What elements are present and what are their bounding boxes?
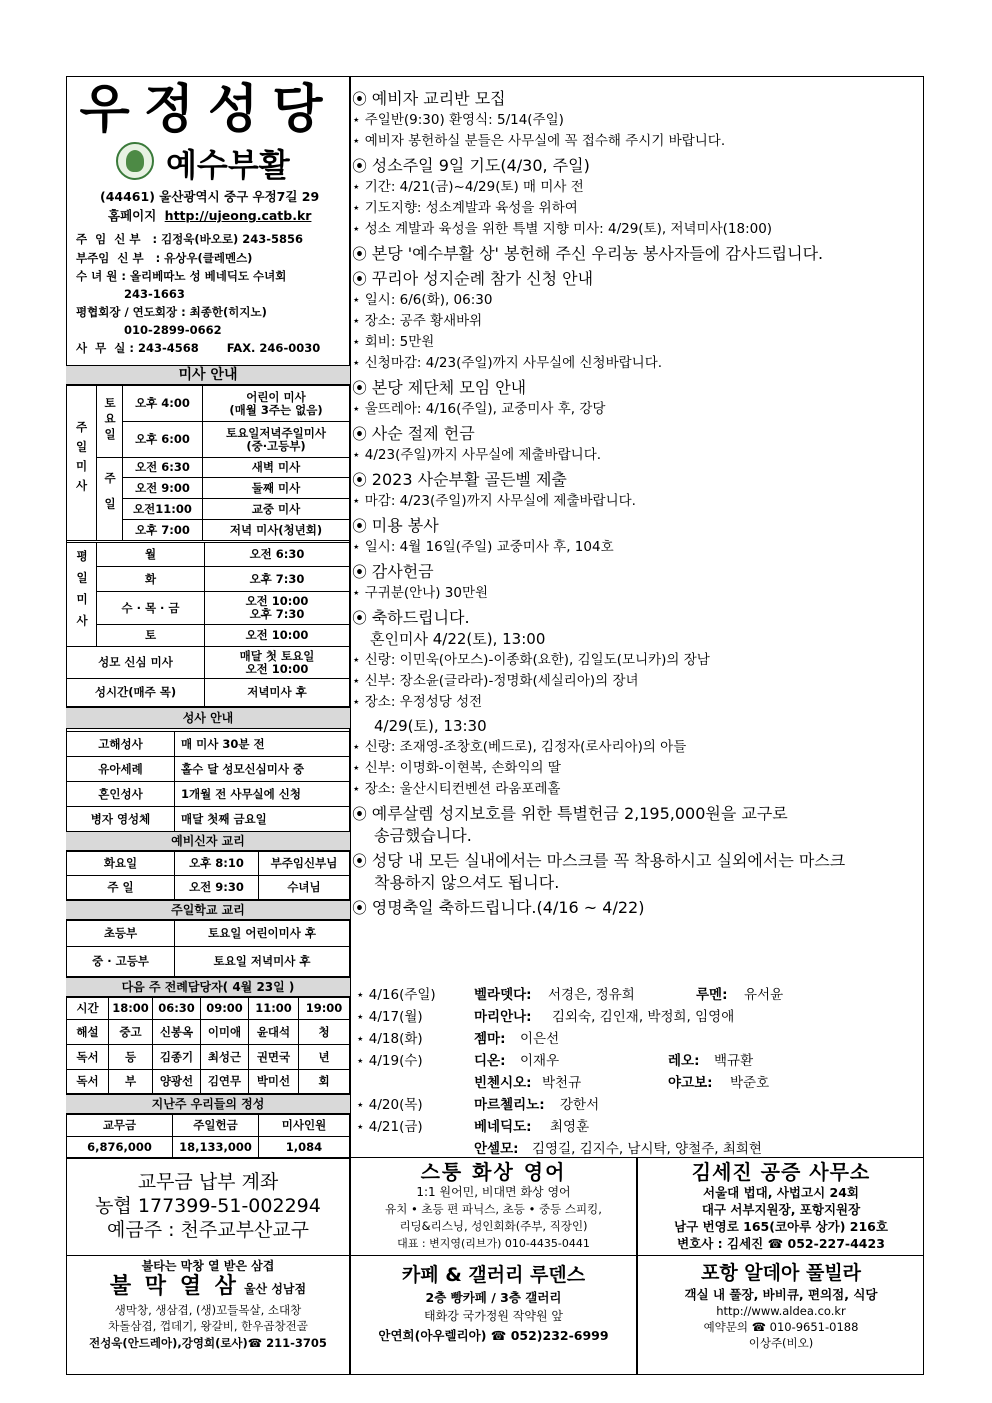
offering-table bbox=[66, 1114, 350, 1159]
ministers-header: 09:00 bbox=[201, 998, 249, 1020]
staff-line: 사 무 실 : 243-4568 FAX. 246-0030 bbox=[76, 341, 321, 355]
notice-title: ⦿ 성소주일 9일 기도(4/30, 주일) bbox=[352, 155, 922, 177]
account-title: 교무금 납부 계좌 bbox=[137, 1171, 279, 1193]
notice-line: ⋆ 성소 계발과 육성을 위한 특별 지향 미사: 4/29(토), 저녁미사(18:00) bbox=[352, 221, 773, 237]
mass-desc: 어린이 미사 (매월 3주는 없음) bbox=[203, 386, 350, 422]
special-mass-table bbox=[66, 646, 350, 707]
notice-line: ⋆ 울뜨레아: 4/16(주일), 교중미사 후, 강당 bbox=[352, 401, 606, 417]
notice-line: ⋆ 마감: 4/23(주일)까지 사무실에 제출바랍니다. bbox=[352, 493, 636, 509]
feast-names: 김외숙, 김인재, 박정희, 임영애 bbox=[552, 1009, 735, 1025]
ministers-role: 해설 bbox=[67, 1020, 109, 1045]
notice-line: ⋆ 주일반(9:30) 환영식: 5/14(주일) bbox=[352, 112, 564, 128]
parish-logo-icon bbox=[116, 142, 154, 180]
wedding-line: ⋆ 장소: 울산시티컨벤션 라움포레홀 bbox=[352, 781, 561, 797]
feast-saint: 루멘: bbox=[696, 987, 728, 1003]
notice-title: ⦿ 미용 봉사 bbox=[352, 515, 922, 537]
feast-saint: 마르첼리노: bbox=[474, 1097, 545, 1113]
homepage-row bbox=[108, 207, 311, 224]
special-value: 저녁미사 후 bbox=[205, 679, 350, 707]
feast-names: 박천규 bbox=[542, 1075, 582, 1091]
ministers-cell: 회 bbox=[299, 1070, 350, 1094]
notice-line: ⋆ 기간: 4/21(금)~4/29(토) 매 미사 전 bbox=[352, 179, 584, 195]
ministers-title: 다음 주 전례담당자( 4월 23일 ) bbox=[66, 977, 350, 997]
notice-line: ⋆ 예비자 봉헌하실 분들은 사무실에 꼭 접수해 주시기 바랍니다. bbox=[352, 133, 726, 149]
notice-title: ⦿ 성당 내 모든 실내에서는 마스크를 꼭 착용하시고 실외에서는 마스크 bbox=[352, 850, 922, 872]
feast-saint: 벨라뎃다: bbox=[474, 987, 532, 1003]
feast-date: ⋆ 4/20(목) bbox=[356, 1097, 423, 1113]
weekday-day: 화 bbox=[97, 567, 205, 592]
bbq-line: 차돌삼겹, 껍데기, 왕갈비, 한우곱창전골 bbox=[108, 1319, 308, 1333]
ministers-table bbox=[66, 997, 350, 1094]
villa-ad bbox=[638, 1260, 924, 1351]
feast-date: ⋆ 4/16(주일) bbox=[356, 987, 436, 1003]
school-grade: 중 · 고등부 bbox=[67, 947, 175, 977]
feast-date: ⋆ 4/18(화) bbox=[356, 1031, 423, 1047]
account-holder: 예금주 : 천주교부산교구 bbox=[106, 1219, 310, 1241]
feast-row bbox=[356, 1007, 922, 1029]
notice-line: ⋆ 장소: 공주 황새바위 bbox=[352, 313, 483, 329]
feast-row bbox=[356, 1095, 922, 1117]
offering-title: 지난주 우리들의 정성 bbox=[66, 1094, 350, 1114]
feast-date: ⋆ 4/21(금) bbox=[356, 1119, 423, 1135]
school-time: 토요일 저녁미사 후 bbox=[175, 947, 350, 977]
bbq-contact: 전성욱(안드레아),강영희(로사)☎ 211-3705 bbox=[89, 1336, 327, 1350]
english-line: 1:1 원어민, 비대면 화상 영어 bbox=[416, 1185, 571, 1199]
wedding-title: ⦿ 축하드립니다. bbox=[352, 607, 922, 629]
weekday-day: 토 bbox=[97, 625, 205, 647]
offering-value: 18,133,000 bbox=[173, 1137, 259, 1159]
notice-title: ⦿ 본당 '예수부활 상' 봉헌해 주신 우리농 봉사자들에 감사드립니다. bbox=[352, 243, 922, 265]
bbq-branch: 울산 성남점 bbox=[243, 1282, 307, 1296]
sunday-label: 주일 bbox=[97, 458, 123, 541]
notice-title: ⦿ 예루살렘 성지보호를 위한 특별헌금 2,195,000원을 교구로 bbox=[352, 803, 922, 825]
villa-line: 객실 내 풀장, 바비큐, 편의점, 식당 bbox=[684, 1287, 878, 1302]
catechumen-title: 예비신자 교리 bbox=[66, 831, 350, 851]
feast-names: 최영훈 bbox=[550, 1119, 590, 1135]
law-line: 남구 번영로 165(코아루 상가) 216호 bbox=[674, 1219, 888, 1234]
wedding-line: ⋆ 신부: 이명화-이현복, 손화익의 딸 bbox=[352, 760, 561, 776]
offering-value: 6,876,000 bbox=[67, 1137, 173, 1159]
feast-names: 유서윤 bbox=[744, 987, 784, 1003]
ministers-cell: 년 bbox=[299, 1045, 350, 1070]
feast-saint: 레오: bbox=[668, 1053, 700, 1069]
mass-time: 오전 9:00 bbox=[123, 478, 203, 499]
feast-row bbox=[356, 1073, 922, 1095]
sunday-school-title: 주일학교 교리 bbox=[66, 900, 350, 920]
class-time: 오후 8:10 bbox=[175, 852, 259, 876]
mass-desc: 새벽 미사 bbox=[203, 458, 350, 478]
bbq-title-row bbox=[66, 1274, 350, 1302]
ministers-cell: 김연무 bbox=[201, 1070, 249, 1094]
catechumen-table bbox=[66, 851, 350, 900]
feast-names: 백규환 bbox=[714, 1053, 754, 1069]
ministers-cell: 등 bbox=[109, 1045, 153, 1070]
mass-desc: 둘째 미사 bbox=[203, 478, 350, 499]
wedding-line: ⋆ 신부: 장소윤(글라라)-정명화(세실리아)의 장녀 bbox=[352, 673, 639, 689]
feast-names: 강한서 bbox=[560, 1097, 600, 1113]
sunday-mass-label: 주일미사 bbox=[67, 386, 97, 541]
bbq-slogan: 불타는 막창 열 받은 삼겹 bbox=[141, 1259, 275, 1273]
ministers-cell: 박미선 bbox=[249, 1070, 299, 1094]
mass-time: 오전 6:30 bbox=[123, 458, 203, 478]
notice-title-cont: 착용하지 않으셔도 됩니다. bbox=[374, 873, 560, 892]
feast-names: 서경은, 정유희 bbox=[548, 987, 635, 1003]
law-ad bbox=[638, 1160, 924, 1252]
feast-saint: 베네딕도: bbox=[474, 1119, 532, 1135]
english-ad bbox=[351, 1160, 636, 1252]
law-contact: 변호사 : 김세진 ☎ 052-227-4423 bbox=[677, 1236, 885, 1251]
notice-line: ⋆ 구귀분(안나) 30만원 bbox=[352, 585, 489, 601]
offering-header: 미사인원 bbox=[259, 1115, 350, 1137]
wedding-line: ⋆ 신랑: 이민욱(아모스)-이종화(요한), 김일도(모니카)의 장남 bbox=[352, 652, 710, 668]
feast-row bbox=[356, 985, 922, 1007]
ministers-role: 독서 bbox=[67, 1045, 109, 1070]
english-line: 리딩&리스닝, 성인회화(주부, 직장인) bbox=[399, 1219, 588, 1233]
feast-saint: 안셀모: bbox=[474, 1141, 519, 1157]
mass-time: 오후 4:00 bbox=[123, 386, 203, 422]
parish-subtitle: 예수부활 bbox=[166, 146, 290, 184]
saturday-label: 토요일 bbox=[97, 386, 123, 458]
ministers-cell: 권면국 bbox=[249, 1045, 299, 1070]
feasts-list bbox=[356, 985, 922, 1161]
mass-time: 오후 7:00 bbox=[123, 520, 203, 541]
feast-saint: 야고보: bbox=[668, 1075, 713, 1091]
mass-section-title: 미사 안내 bbox=[66, 365, 350, 385]
ministers-header: 19:00 bbox=[299, 998, 350, 1020]
bbq-ad bbox=[66, 1258, 350, 1352]
ministers-header: 시간 bbox=[67, 998, 109, 1020]
mass-desc: 토요일저녁주일미사 (중·고등부) bbox=[203, 422, 350, 458]
special-label: 성모 신심 미사 bbox=[67, 647, 205, 679]
homepage-label: 홈페이지 bbox=[108, 208, 157, 223]
sunday-school-table bbox=[66, 920, 350, 977]
cafe-line: 2층 빵카페 / 3층 갤러리 bbox=[425, 1290, 562, 1305]
ministers-header: 18:00 bbox=[109, 998, 153, 1020]
feast-row bbox=[356, 1029, 922, 1051]
ministers-role: 독서 bbox=[67, 1070, 109, 1094]
feast-names: 이은선 bbox=[520, 1031, 560, 1047]
offering-header: 교무금 bbox=[67, 1115, 173, 1137]
wedding-when: 혼인미사 4/22(토), 13:00 bbox=[370, 630, 546, 648]
english-contact: 대표 : 변지영(리브가) 010-4435-0441 bbox=[397, 1237, 590, 1250]
special-value: 매달 첫 토요일 오전 10:00 bbox=[205, 647, 350, 679]
sacrament-value: 매달 첫째 금요일 bbox=[175, 807, 350, 832]
homepage-link[interactable]: http://ujeong.catb.kr bbox=[164, 208, 312, 223]
feast-date: ⋆ 4/17(월) bbox=[356, 1009, 423, 1025]
feast-row bbox=[356, 1117, 922, 1139]
ministers-cell: 부 bbox=[109, 1070, 153, 1094]
law-line: 대구 서부지원장, 포항지원장 bbox=[701, 1202, 861, 1217]
school-time: 토요일 어린이미사 후 bbox=[175, 921, 350, 947]
notice-line: ⋆ 신청마감: 4/23(주일)까지 사무실에 신청바랍니다. bbox=[352, 355, 663, 371]
feasts-title: ⦿ 영명축일 축하드립니다.(4/16 ~ 4/22) bbox=[352, 897, 922, 919]
ministers-cell: 이미애 bbox=[201, 1020, 249, 1045]
wedding-line: ⋆ 신랑: 조재영-조창호(베드로), 김정자(로사리아)의 아들 bbox=[352, 739, 687, 755]
mass-desc: 교중 미사 bbox=[203, 499, 350, 520]
cafe-line: 태화강 국가정원 작약원 앞 bbox=[424, 1309, 563, 1323]
parish-name: 우정성당 bbox=[79, 80, 337, 140]
cafe-contact: 안연희(아우렐리아) ☎ 052)232-6999 bbox=[378, 1328, 609, 1343]
villa-url: http://www.aldea.co.kr bbox=[716, 1304, 846, 1318]
staff-line: 부주임 신 부 : 유상우(클레멘스) bbox=[76, 251, 253, 265]
wedding-when: 4/29(토), 13:30 bbox=[374, 717, 487, 735]
weekday-time: 오전 6:30 bbox=[205, 543, 350, 567]
feast-saint: 마리안나: bbox=[474, 1009, 532, 1025]
bbq-line: 생막창, 생삼겹, (생)꼬들목살, 소대창 bbox=[114, 1303, 302, 1317]
staff-line: 010-2899-0662 bbox=[76, 323, 222, 337]
sacrament-label: 병자 영성체 bbox=[67, 807, 175, 832]
sacraments-table bbox=[66, 731, 350, 832]
staff-line: 평협회장 / 연도회장 : 최종한(히지노) bbox=[76, 305, 267, 319]
account-number: 농협 177399-51-002294 bbox=[95, 1195, 321, 1217]
address: (44461) 울산광역시 중구 우정7길 29 bbox=[100, 189, 320, 204]
notice-title: ⦿ 감사헌금 bbox=[352, 561, 922, 583]
weekday-time: 오후 7:30 bbox=[205, 567, 350, 592]
feast-date: ⋆ 4/19(수) bbox=[356, 1053, 423, 1069]
class-teacher: 부주임신부님 bbox=[259, 852, 350, 876]
wedding-line: ⋆ 장소: 우정성당 성전 bbox=[352, 694, 483, 710]
ministers-cell: 양광선 bbox=[153, 1070, 201, 1094]
notice-line: ⋆ 일시: 6/6(화), 06:30 bbox=[352, 292, 493, 308]
notice-title: ⦿ 사순 절제 헌금 bbox=[352, 423, 922, 445]
feast-saint: 빈첸시오: bbox=[474, 1075, 532, 1091]
sacrament-value: 1개월 전 사무실에 신청 bbox=[175, 782, 350, 807]
ministers-header: 06:30 bbox=[153, 998, 201, 1020]
notice-line: ⋆ 일시: 4월 16일(주일) 교중미사 후, 104호 bbox=[352, 539, 614, 555]
weekday-time: 오전 10:00 bbox=[205, 625, 350, 647]
feast-saint: 젬마: bbox=[474, 1031, 506, 1047]
villa-owner: 이상주(비오) bbox=[748, 1336, 814, 1350]
ministers-cell: 김종기 bbox=[153, 1045, 201, 1070]
staff-line: 243-1663 bbox=[76, 287, 185, 301]
sacrament-value: 홀수 달 성모신심미사 중 bbox=[175, 757, 350, 782]
class-time: 오전 9:30 bbox=[175, 876, 259, 900]
offering-header: 주일헌금 bbox=[173, 1115, 259, 1137]
notice-title: ⦿ 예비자 교리반 모집 bbox=[352, 88, 922, 110]
cafe-ad bbox=[351, 1262, 636, 1345]
weekday-mass-table bbox=[66, 542, 350, 647]
mass-desc: 저녁 미사(청년회) bbox=[203, 520, 350, 541]
cafe-title: 카페 & 갤러리 루덴스 bbox=[401, 1264, 586, 1286]
ads-divider bbox=[66, 1255, 924, 1256]
notice-title: ⦿ 꾸리아 성지순례 참가 신청 안내 bbox=[352, 268, 922, 290]
english-title: 스퉁 화상 영어 bbox=[420, 1160, 567, 1184]
staff-line: 주 임 신 부 : 김정욱(바오로) 243-5856 bbox=[76, 232, 304, 246]
weekday-mass-label: 평일미사 bbox=[67, 543, 97, 647]
special-label: 성시간(매주 목) bbox=[67, 679, 205, 707]
sacrament-value: 매 미사 30분 전 bbox=[175, 732, 350, 757]
notice-title-cont: 송금했습니다. bbox=[374, 826, 472, 845]
ministers-cell: 최성근 bbox=[201, 1045, 249, 1070]
class-day: 주 일 bbox=[67, 876, 175, 900]
notice-line: ⋆ 4/23(주일)까지 사무실에 제출바랍니다. bbox=[352, 447, 602, 463]
villa-contact: 예약문의 ☎ 010-9651-0188 bbox=[703, 1320, 859, 1334]
law-line: 서울대 법대, 사법고시 24회 bbox=[703, 1185, 859, 1200]
sacrament-label: 혼인성사 bbox=[67, 782, 175, 807]
school-grade: 초등부 bbox=[67, 921, 175, 947]
law-title: 김세진 공증 사무소 bbox=[691, 1160, 871, 1184]
mass-table bbox=[66, 385, 350, 541]
weekday-day: 수 · 목 · 금 bbox=[97, 592, 205, 625]
ministers-cell: 중고 bbox=[109, 1020, 153, 1045]
feast-names: 김영길, 김지수, 남시탁, 양철주, 최희현 bbox=[532, 1141, 762, 1157]
sacrament-label: 고해성사 bbox=[67, 732, 175, 757]
notice-line: ⋆ 기도지향: 성소계발과 육성을 위하여 bbox=[352, 200, 578, 216]
ministers-cell: 윤대석 bbox=[249, 1020, 299, 1045]
feast-names: 이재우 bbox=[520, 1053, 560, 1069]
weekday-time: 오전 10:00 오후 7:30 bbox=[205, 592, 350, 625]
class-teacher: 수녀님 bbox=[259, 876, 350, 900]
bbq-title: 불 막 열 삼 bbox=[109, 1274, 239, 1299]
notice-title: ⦿ 본당 제단체 모임 안내 bbox=[352, 377, 922, 399]
english-line: 유치 • 초등 편 파닉스, 초등 • 중등 스피킹, bbox=[385, 1202, 602, 1216]
feast-row bbox=[356, 1051, 922, 1073]
notice-line: ⋆ 회비: 5만원 bbox=[352, 334, 435, 350]
sacrament-label: 유아세례 bbox=[67, 757, 175, 782]
mass-time: 오후 6:00 bbox=[123, 422, 203, 458]
sacraments-title: 성사 안내 bbox=[66, 707, 350, 729]
logo-row bbox=[110, 140, 350, 184]
weekday-day: 월 bbox=[97, 543, 205, 567]
ministers-cell: 청 bbox=[299, 1020, 350, 1045]
feast-saint: 디온: bbox=[474, 1053, 506, 1069]
ministers-header: 11:00 bbox=[249, 998, 299, 1020]
notice-title: ⦿ 2023 사순부활 골든벨 제출 bbox=[352, 469, 922, 491]
ministers-cell: 신봉옥 bbox=[153, 1020, 201, 1045]
mass-time: 오전11:00 bbox=[123, 499, 203, 520]
feast-names: 박준호 bbox=[730, 1075, 770, 1091]
notices-column bbox=[352, 88, 922, 919]
offering-value: 1,084 bbox=[259, 1137, 350, 1159]
class-day: 화요일 bbox=[67, 852, 175, 876]
villa-title: 포항 알데아 풀빌라 bbox=[700, 1262, 862, 1284]
staff-line: 수 녀 원 : 올리베따노 성 베네딕도 수녀회 bbox=[76, 269, 287, 283]
account-ad bbox=[66, 1170, 350, 1242]
